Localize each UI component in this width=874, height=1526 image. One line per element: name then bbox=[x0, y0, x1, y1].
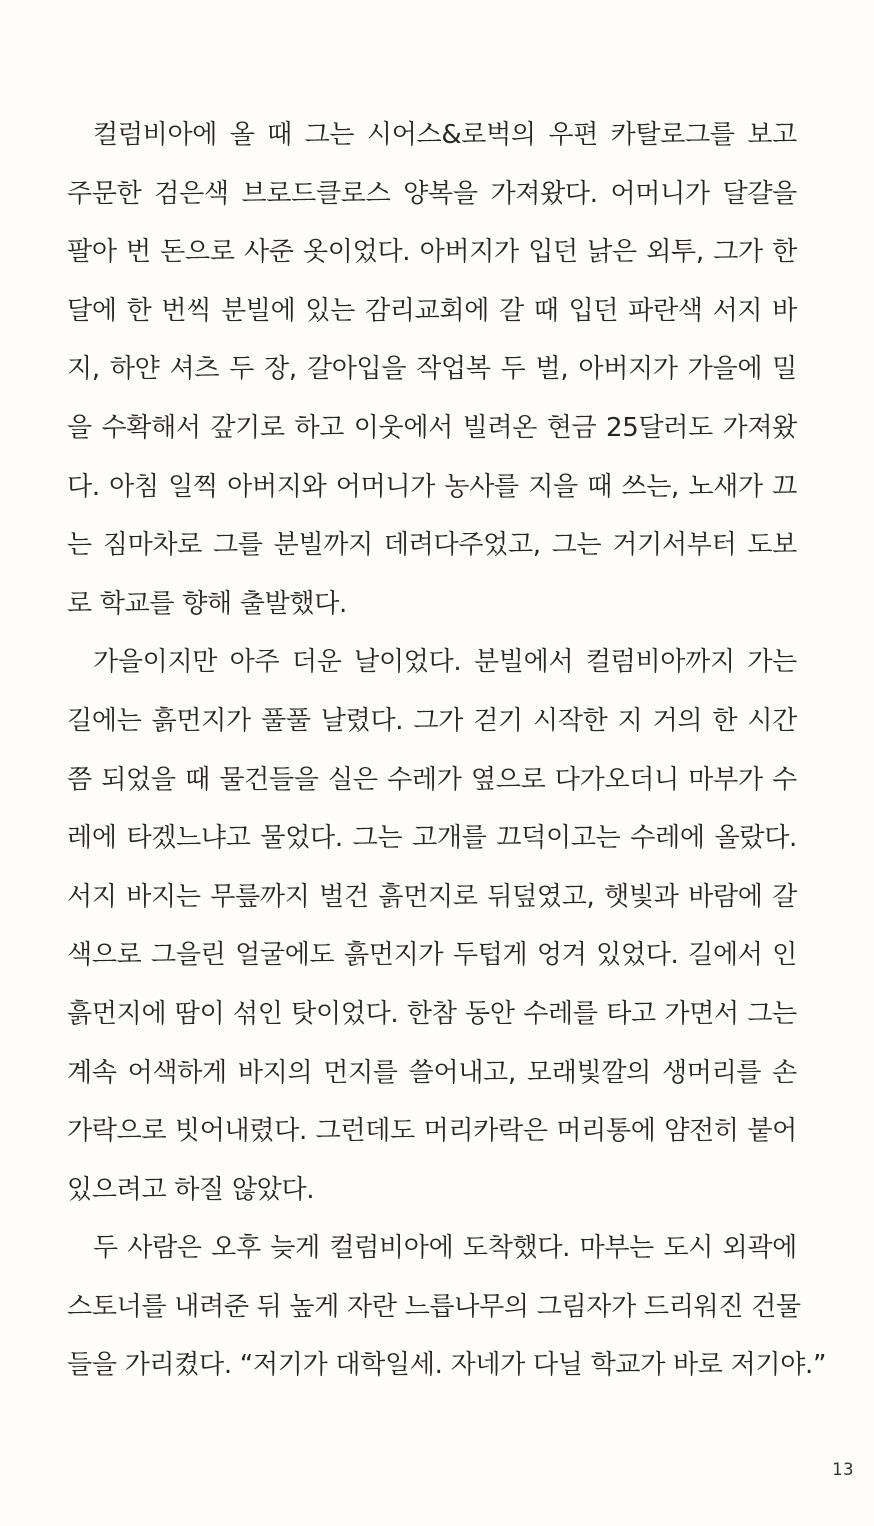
text-line: 스토너를 내려준 뒤 높게 자란 느릅나무의 그림자가 드리워진 건물 bbox=[67, 1291, 801, 1322]
text-line: 색으로 그을린 얼굴에도 흙먼지가 두텁게 엉겨 있었다. 길에서 인 bbox=[67, 940, 797, 971]
paragraph-3 bbox=[67, 1219, 827, 1395]
text-line: 흙먼지에 땀이 섞인 탓이었다. 한참 동안 수레를 타고 가면서 그는 bbox=[67, 998, 797, 1029]
text-line: 팔아 번 돈으로 사준 옷이었다. 아버지가 입던 낡은 외투, 그가 한 bbox=[67, 237, 797, 268]
text-line: 들을 가리켰다. “저기가 대학일세. 자네가 다닐 학교가 바로 저기야.” bbox=[67, 1350, 827, 1381]
text-line: 두 사람은 오후 늦게 컬럼비아에 도착했다. 마부는 도시 외곽에 bbox=[93, 1233, 797, 1264]
text-line: 서지 바지는 무릎까지 벌건 흙먼지로 뒤덮였고, 햇빛과 바람에 갈 bbox=[67, 881, 797, 912]
text-line: 쯤 되었을 때 물건들을 실은 수레가 옆으로 다가오더니 마부가 수 bbox=[67, 764, 797, 795]
text-line: 계속 어색하게 바지의 먼지를 쓸어내고, 모래빛깔의 생머리를 손 bbox=[67, 1057, 797, 1088]
text-line: 가락으로 빗어내렸다. 그런데도 머리카락은 머리통에 얌전히 붙어 bbox=[67, 1116, 797, 1147]
text-line: 지, 하얀 셔츠 두 장, 갈아입을 작업복 두 벌, 아버지가 가을에 밀 bbox=[67, 354, 797, 385]
text-line: 는 짐마차로 그를 분빌까지 데려다주었고, 그는 거기서부터 도보 bbox=[67, 530, 797, 561]
body-text bbox=[67, 106, 827, 1395]
text-line: 가을이지만 아주 더운 날이었다. 분빌에서 컬럼비아까지 가는 bbox=[93, 647, 797, 678]
text-line: 주문한 검은색 브로드클로스 양복을 가져왔다. 어머니가 달걀을 bbox=[67, 178, 797, 209]
text-line: 로 학교를 향해 출발했다. bbox=[67, 588, 348, 619]
text-line: 컬럼비아에 올 때 그는 시어스&로벅의 우편 카탈로그를 보고 bbox=[93, 120, 797, 150]
text-line: 달에 한 번씩 분빌에 있는 감리교회에 갈 때 입던 파란색 서지 바 bbox=[67, 295, 797, 326]
text-line: 다. 아침 일찍 아버지와 어머니가 농사를 지을 때 쓰는, 노새가 끄 bbox=[67, 471, 797, 502]
text-line: 있으려고 하질 않았다. bbox=[67, 1174, 315, 1205]
text-line: 을 수확해서 갚기로 하고 이웃에서 빌려온 현금 25달러도 가져왔 bbox=[67, 412, 797, 443]
text-line: 레에 타겠느냐고 물었다. 그는 고개를 끄덕이고는 수레에 올랐다. bbox=[67, 823, 797, 854]
page-number: 13 bbox=[832, 1460, 855, 1480]
paragraph-2 bbox=[67, 633, 797, 1219]
paragraph-1 bbox=[67, 106, 797, 633]
text-line: 길에는 흙먼지가 풀풀 날렸다. 그가 걷기 시작한 지 거의 한 시간 bbox=[67, 705, 797, 736]
